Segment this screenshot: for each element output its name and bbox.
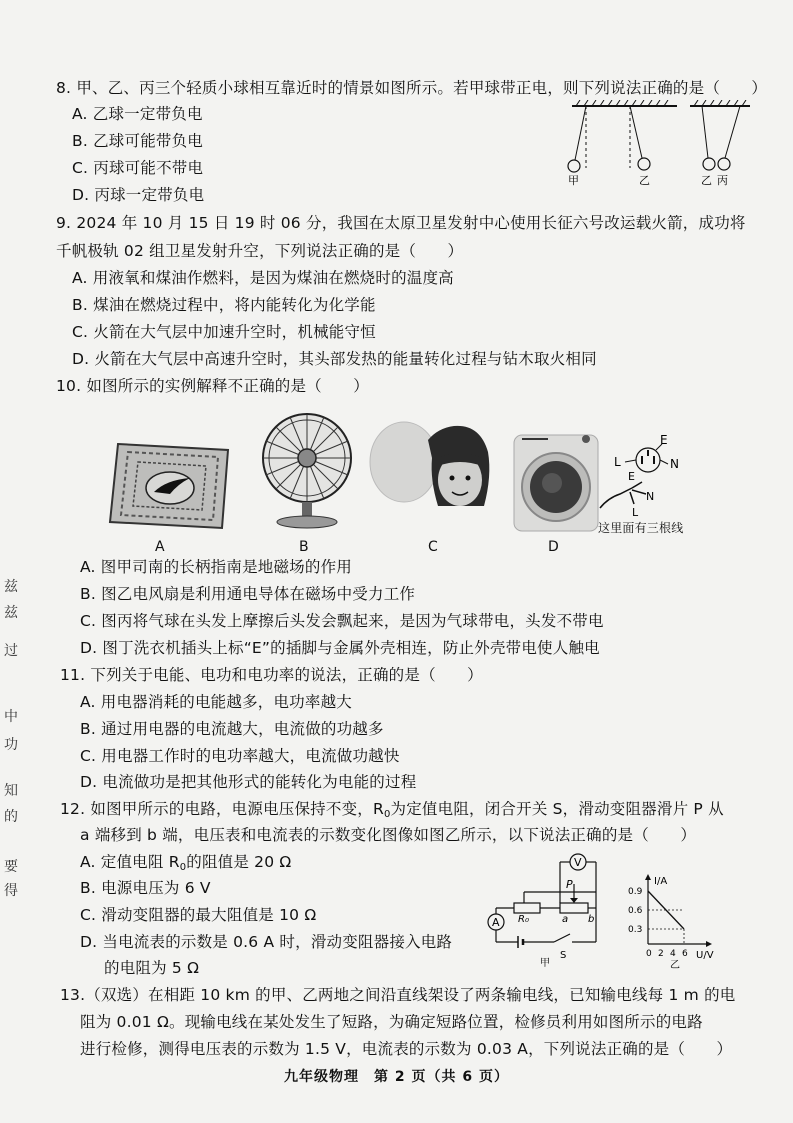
graph-ytick-0.9: 0.9 bbox=[628, 887, 643, 897]
margin-char-6: 知 bbox=[4, 783, 18, 799]
q12-option-b: B. 电源电压为 6 V bbox=[80, 879, 211, 897]
q10-label-a: A bbox=[155, 539, 165, 555]
plug-note: 这里面有三根线 bbox=[598, 521, 684, 535]
margin-char-9: 得 bbox=[4, 883, 18, 899]
q13-line3: 进行检修，测得电压表的示数为 1.5 V，电流表的示数为 0.03 A，下列说法正确的是（ ） bbox=[80, 1040, 733, 1058]
graph-ytick-0.3: 0.3 bbox=[628, 925, 643, 935]
q12-option-a bbox=[80, 851, 291, 879]
q12-circuit-diagram bbox=[484, 848, 608, 972]
graph-xtick-4: 4 bbox=[670, 949, 676, 959]
margin-char-1: 兹 bbox=[4, 579, 18, 595]
q9-option-b: B. 煤油在燃烧过程中，将内能转化为化学能 bbox=[72, 296, 376, 314]
q9-stem-line2: 千帆极轨 02 组卫星发射升空，下列说法正确的是（ ） bbox=[56, 242, 464, 260]
circuit-figure-label: 甲 bbox=[540, 958, 550, 968]
q8-option-b: B. 乙球可能带负电 bbox=[72, 132, 203, 150]
q10-option-b: B. 图乙电风扇是利用通电导体在磁场中受力工作 bbox=[80, 585, 416, 603]
q12-option-d-line2: 的电阻为 5 Ω bbox=[104, 959, 200, 977]
graph-xlabel: U/V bbox=[696, 950, 714, 961]
q11-option-c: C. 用电器工作时的电功率越大，电流做功越快 bbox=[80, 747, 400, 765]
q10-photo-washer bbox=[512, 425, 602, 539]
q10-option-d: D. 图丁洗衣机插头上标“E”的插脚与金属外壳相连，防止外壳带电使人触电 bbox=[80, 639, 600, 657]
circuit-label-v: V bbox=[574, 856, 582, 869]
q12-stem-part2: 为定值电阻，闭合开关 S，滑动变阻器滑片 P 从 bbox=[390, 800, 724, 818]
q8-option-a: A. 乙球一定带负电 bbox=[72, 105, 203, 123]
q11-stem: 11. 下列关于电能、电功和电功率的说法，正确的是（ ） bbox=[60, 666, 483, 684]
q12-iu-graph bbox=[626, 872, 716, 974]
q8-pendulum-figure bbox=[562, 100, 752, 194]
q8-stem: 8. 甲、乙、丙三个轻质小球相互靠近时的情景如图所示。若甲球带正电，则下列说法正确的是（ ） bbox=[56, 79, 768, 97]
plug-label-n-top: N bbox=[670, 457, 679, 471]
q12-stem-part1: 12. 如图甲所示的电路，电源电压保持不变，R bbox=[60, 800, 384, 818]
margin-char-4: 中 bbox=[4, 709, 18, 725]
circuit-label-b: b bbox=[588, 914, 595, 925]
circuit-label-a: a bbox=[562, 914, 569, 925]
margin-char-2: 兹 bbox=[4, 605, 18, 621]
graph-figure-label: 乙 bbox=[670, 960, 680, 970]
q11-option-d: D. 电流做功是把其他形式的能转化为电能的过程 bbox=[80, 773, 417, 791]
q9-option-d: D. 火箭在大气层中高速升空时，其头部发热的能量转化过程与钻木取火相同 bbox=[72, 350, 597, 368]
page-footer: 九年级物理 第 2 页（共 6 页） bbox=[284, 1069, 509, 1085]
graph-xtick-2: 2 bbox=[658, 949, 664, 959]
q10-label-c: C bbox=[428, 539, 438, 555]
q12-stem-line1 bbox=[60, 798, 724, 826]
q12-stem-line2: a 端移到 b 端，电压表和电流表的示数变化图像如图乙所示，以下说法正确的是（ ） bbox=[80, 826, 697, 844]
q12-option-c: C. 滑动变阻器的最大阻值是 10 Ω bbox=[80, 906, 317, 924]
q9-option-c: C. 火箭在大气层中加速升空时，机械能守恒 bbox=[72, 323, 376, 341]
q10-plug-diagram bbox=[598, 432, 708, 524]
margin-char-7: 的 bbox=[4, 809, 18, 825]
graph-xtick-6: 6 bbox=[682, 949, 688, 959]
circuit-label-s: S bbox=[560, 950, 567, 961]
q8-option-c: C. 丙球可能不带电 bbox=[72, 159, 204, 177]
graph-ylabel: I/A bbox=[654, 876, 668, 887]
q10-photo-balloon-girl bbox=[368, 418, 498, 532]
q9-stem-line1: 9. 2024 年 10 月 15 日 19 时 06 分，我国在太原卫星发射中心使用长征六号改运载火箭，成功将 bbox=[56, 214, 746, 232]
graph-xtick-0: 0 bbox=[646, 949, 652, 959]
margin-char-3: 过 bbox=[4, 643, 18, 659]
q11-option-b: B. 通过用电器的电流越大，电流做的功越多 bbox=[80, 720, 384, 738]
circuit-label-r0: R₀ bbox=[518, 914, 529, 925]
margin-char-8: 要 bbox=[4, 859, 18, 875]
q8-label-yi: 乙 bbox=[639, 174, 650, 187]
q12-option-a-part2: 的阻值是 20 Ω bbox=[186, 853, 292, 871]
q12-option-a-part1: A. 定值电阻 R bbox=[80, 853, 180, 871]
q8-label-jia: 甲 bbox=[568, 174, 579, 187]
circuit-label-a-meter: A bbox=[492, 916, 500, 929]
q9-option-a: A. 用液氧和煤油作燃料，是因为煤油在燃烧时的温度高 bbox=[72, 269, 454, 287]
plug-label-n-side: N bbox=[646, 490, 655, 503]
q12-option-a-subscript: 0 bbox=[179, 862, 187, 873]
q8-label-yi-2: 乙 bbox=[701, 174, 712, 187]
q10-photo-compass bbox=[106, 440, 234, 536]
q10-photo-fan bbox=[255, 410, 360, 534]
plug-label-l-top: L bbox=[614, 455, 621, 469]
q12-r0-subscript: 0 bbox=[383, 809, 391, 820]
q10-stem: 10. 如图所示的实例解释不正确的是（ ） bbox=[56, 377, 369, 395]
circuit-label-p: P bbox=[566, 878, 573, 891]
plug-label-l-side: L bbox=[632, 506, 639, 519]
margin-char-5: 功 bbox=[4, 737, 18, 753]
q10-label-d: D bbox=[548, 539, 559, 555]
graph-ytick-0.6: 0.6 bbox=[628, 906, 643, 916]
q8-option-d: D. 丙球一定带负电 bbox=[72, 186, 205, 204]
plug-label-e-top: E bbox=[660, 433, 668, 447]
q11-option-a: A. 用电器消耗的电能越多，电功率越大 bbox=[80, 693, 352, 711]
q12-option-d-line1: D. 当电流表的示数是 0.6 A 时，滑动变阻器接入电路 bbox=[80, 933, 453, 951]
q13-line2: 阻为 0.01 Ω。现输电线在某处发生了短路，为确定短路位置，检修员利用如图所示的电路 bbox=[80, 1013, 703, 1031]
q8-label-bing: 丙 bbox=[717, 174, 728, 187]
q10-option-c: C. 图丙将气球在头发上摩擦后头发会飘起来，是因为气球带电，头发不带电 bbox=[80, 612, 604, 630]
plug-label-e-side: E bbox=[628, 470, 635, 483]
q13-line1: 13.（双选）在相距 10 km 的甲、乙两地之间沿直线架设了两条输电线，已知输电线每 1 m 的电 bbox=[60, 986, 736, 1004]
q10-label-b: B bbox=[299, 539, 309, 555]
q10-option-a: A. 图甲司南的长柄指南是地磁场的作用 bbox=[80, 558, 352, 576]
